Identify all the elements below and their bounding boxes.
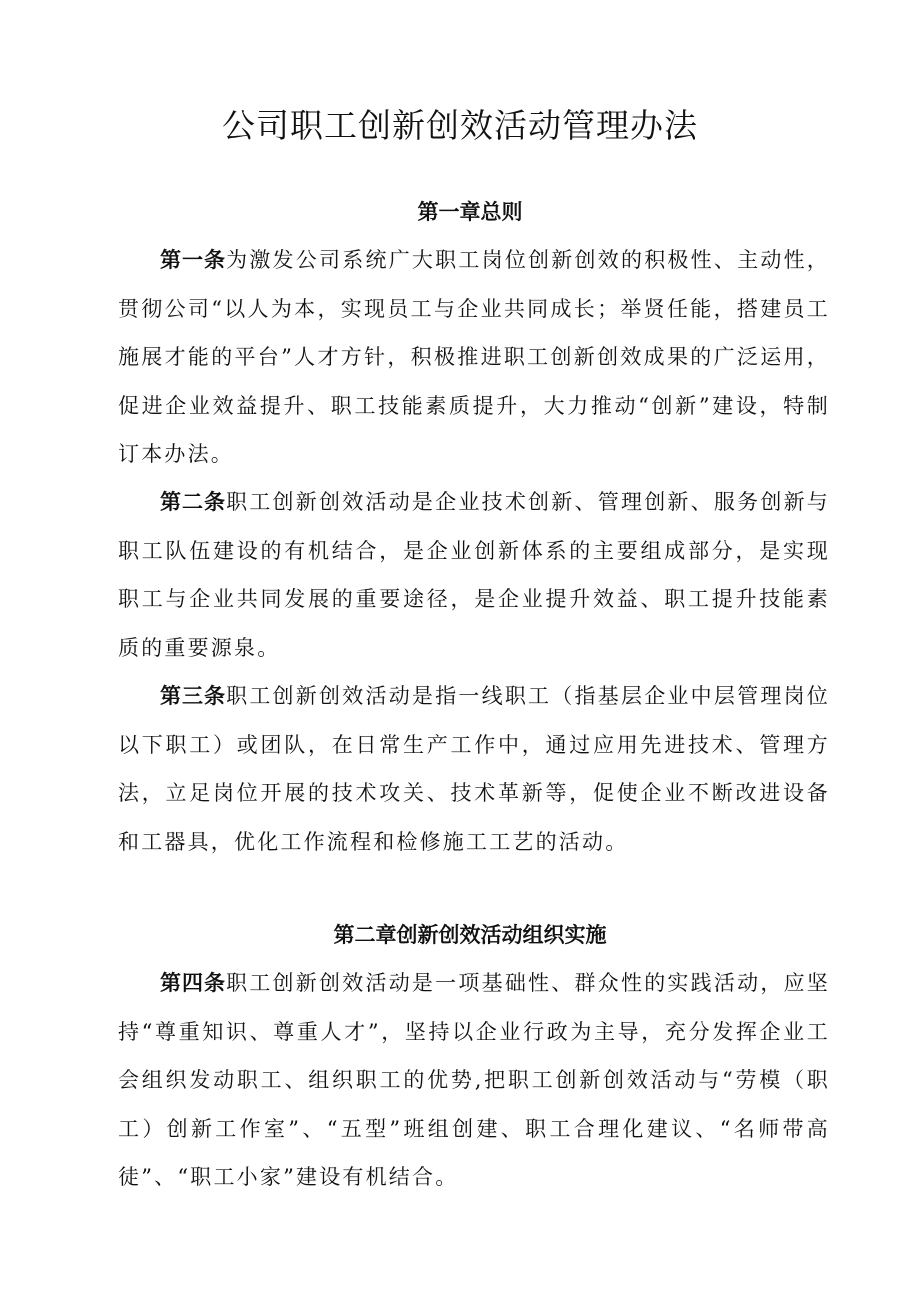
article-3 [118, 672, 830, 866]
chapter-heading-2: 第二章创新创效活动组织实施 [333, 923, 607, 947]
article-text: 职工创新创效活动是企业技术创新、管理创新、服务创新与职工队伍建设的有机结合，是企业创新体系的主要组成部分，是实现职工与企业共同发展的重要途径，是企业提升效益、职工提升技能素质的重要源泉。 [118, 490, 831, 660]
article-text: 职工创新创效活动是指一线职工（指基层企业中层管理岗位以下职工）或团队，在日常生产工作中，通过应用先进技术、管理方法，立足岗位开展的技术攻关、技术革新等，促使企业不断改进设备和工器具，优化工作流程和检修施工工艺的活动。 [118, 684, 831, 854]
article-number: 第三条 [160, 684, 227, 708]
article-1 [118, 236, 830, 479]
article-2 [118, 478, 830, 672]
document-title: 公司职工创新创效活动管理办法 [222, 106, 698, 145]
article-number: 第二条 [160, 490, 227, 514]
article-text: 职工创新创效活动是一项基础性、群众性的实践活动，应坚持“尊重知识、尊重人才”，坚持以企业行政为主导，充分发挥企业工会组织发动职工、组织职工的优势,把职工创新创效活动与“劳模（职工）创新工作室”、“五型”班组创建、职工合理化建议、“名师带高徒”、“职工小家”建设有机结合。 [118, 971, 831, 1189]
article-number: 第四条 [160, 971, 227, 995]
article-4 [118, 959, 830, 1202]
article-text: 为激发公司系统广大职工岗位创新创效的积极性、主动性，贯彻公司“以人为本，实现员工与企业共同成长；举贤任能，搭建员工施展才能的平台”人才方针，积极推进职工创新创效成果的广泛运用，促进企业效益提升、职工技能素质提升，大力推动“创新”建设，特制订本办法。 [118, 248, 831, 466]
chapter-heading-1: 第一章总则 [417, 200, 523, 224]
article-number: 第一条 [160, 248, 227, 272]
